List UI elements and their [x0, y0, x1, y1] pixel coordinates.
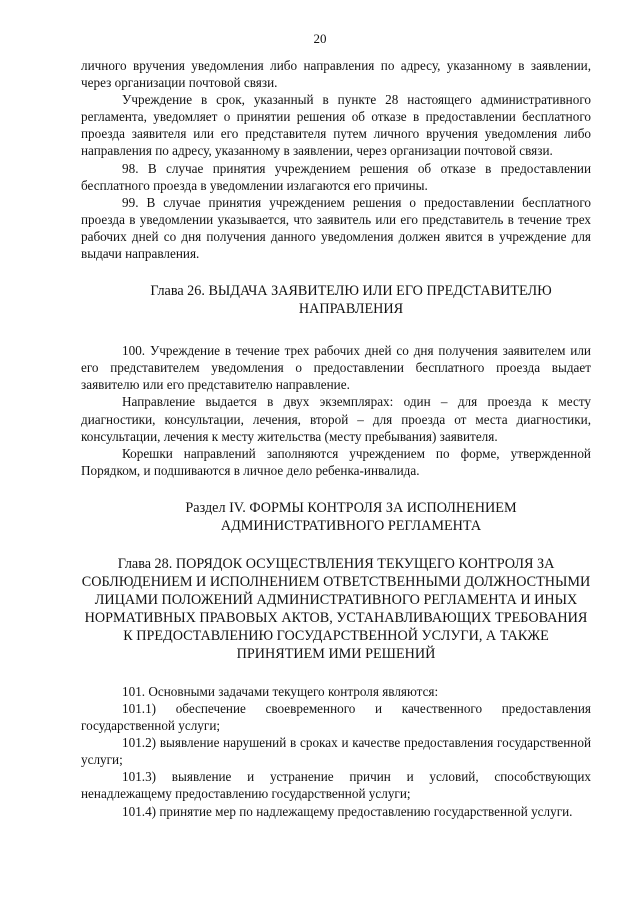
page-number: 20	[313, 31, 327, 46]
paragraph: личного вручения уведомления либо направления по адресу, указанному в заявлении, через организации почтовой связи.	[81, 58, 591, 91]
page-content	[81, 57, 591, 820]
section-4-heading: Раздел IV. ФОРМЫ КОНТРОЛЯ ЗА ИСПОЛНЕНИЕМ АДМИНИСТРАТИВНОГО РЕГЛАМЕНТА	[185, 499, 517, 534]
paragraph: Корешки направлений заполняются учреждением по форме, утвержденной Порядком, и подшиваются в личное дело ребенка-инвалида.	[81, 445, 591, 478]
list-item: 101.2) выявление нарушений в сроках и качестве предоставления государственной услуги;	[81, 735, 591, 768]
paragraph: Направление выдается в двух экземплярах: один – для проезда к месту диагностики, консультации, лечения, второй – для проезда от места диагностики, консультации, лечения к месту жительства (месту пребывания) заявителя.	[81, 394, 591, 444]
paragraph-100: 100. Учреждение в течение трех рабочих дней со дня получения заявителем или его представителем уведомления о предоставлении бесплатного проезда выдает заявителю или его представителю направление.	[81, 343, 591, 393]
chapter-28-heading: Глава 28. ПОРЯДОК ОСУЩЕСТВЛЕНИЯ ТЕКУЩЕГО КОНТРОЛЯ ЗА СОБЛЮДЕНИЕМ И ИСПОЛНЕНИЕМ ОТВЕТСТВЕННЫМИ ДОЛЖНОСТНЫМИ ЛИЦАМИ ПОЛОЖЕНИЙ АДМИНИСТРАТИВНОГО РЕГЛАМЕНТА И ИНЫХ НОРМАТИВНЫХ ПРАВОВЫХ АКТОВ, УСТАНАВЛИВАЮЩИХ ТРЕБОВАНИЯ К ПРЕДОСТАВЛЕНИЮ ГОСУДАРСТВЕННОЙ УСЛУГИ, А ТАКЖЕ ПРИНЯТИЕМ ИМИ РЕШЕНИЙ	[81, 555, 591, 662]
chapter-26-heading: Глава 26. ВЫДАЧА ЗАЯВИТЕЛЮ ИЛИ ЕГО ПРЕДСТАВИТЕЛЮ НАПРАВЛЕНИЯ	[150, 283, 552, 318]
paragraph-98: 98. В случае принятия учреждением решения об отказе в предоставлении бесплатного проезда в уведомлении излагаются его причины.	[81, 160, 591, 193]
paragraph: Учреждение в срок, указанный в пункте 28 настоящего административного регламента, уведомляет о принятии решения об отказе в предоставлении бесплатного проезда заявителя или его представителя путем личного вручения уведомления либо направления по адресу, указанному в заявлении, через организации почтовой связи.	[81, 92, 591, 159]
paragraph-101: 101. Основными задачами текущего контроля являются:	[122, 683, 439, 699]
list-item: 101.3) выявление и устранение причин и условий, способствующих ненадлежащему предоставлению государственной услуги;	[81, 769, 591, 802]
paragraph-99: 99. В случае принятия учреждением решения о предоставлении бесплатного проезда в уведомлении указывается, что заявитель или его представитель в течение трех рабочих дней со дня получения данного уведомления должен явится в учреждение для выдачи направления.	[81, 194, 591, 262]
list-item: 101.1) обеспечение своевременного и качественного предоставления государственной услуги;	[81, 700, 591, 734]
list-item: 101.4) принятие мер по надлежащему предоставлению государственной услуги.	[122, 803, 573, 819]
